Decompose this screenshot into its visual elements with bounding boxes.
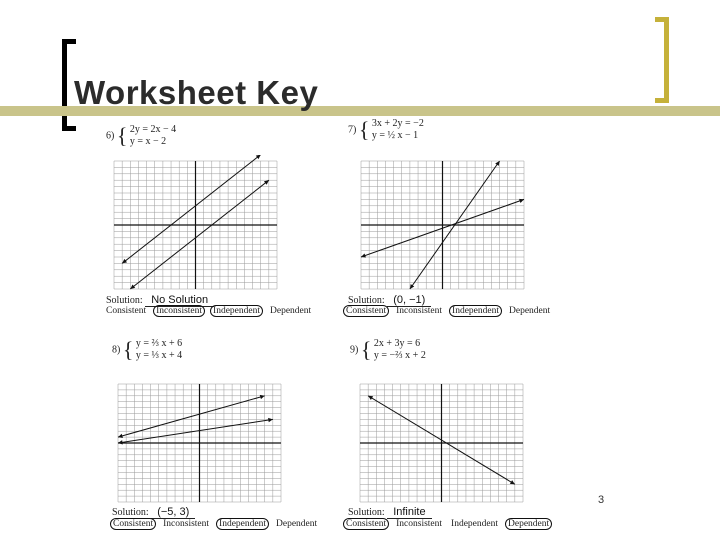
arrowhead-icon [118, 440, 123, 444]
choice-consistent: Consistent [343, 518, 389, 530]
graph-8 [112, 378, 287, 508]
choice-consistent: Consistent [106, 306, 147, 316]
arrowhead-icon [361, 253, 366, 257]
problem-7-system [348, 118, 424, 142]
choice-consistent: Consistent [110, 518, 156, 530]
arrowhead-icon [495, 161, 499, 166]
problem-8-system [112, 338, 182, 362]
graph-line [130, 180, 269, 289]
equation-2: y = −⅔ x + 2 [373, 350, 426, 361]
choice-inconsistent: Inconsistent [153, 305, 205, 317]
page-number: 3 [598, 494, 605, 506]
problem-7-choices [343, 305, 557, 317]
brace-icon: { [116, 123, 128, 148]
equation-1: 3x + 2y = −2 [371, 118, 424, 129]
choice-inconsistent: Inconsistent [163, 519, 210, 529]
graph-7-svg [355, 155, 530, 295]
equation-2: y = ½ x − 1 [371, 130, 419, 141]
arrowhead-icon [519, 199, 524, 203]
solution-label: Solution: [348, 507, 385, 518]
brace-icon: { [360, 337, 372, 362]
problem-number: 7) [348, 124, 357, 136]
arrowhead-icon [410, 284, 414, 289]
choice-independent: Independent [449, 305, 502, 317]
page-title: Worksheet Key [74, 74, 319, 111]
equation-1: 2y = 2x − 4 [129, 124, 177, 135]
graph-9 [354, 378, 529, 508]
problem-number: 9) [350, 344, 359, 356]
equation-1: 2x + 3y = 6 [373, 338, 421, 349]
choice-inconsistent: Inconsistent [396, 519, 443, 529]
choice-dependent: Dependent [270, 306, 312, 316]
problem-9-system [350, 338, 426, 362]
arrowhead-icon [268, 418, 273, 422]
problem-6-system [106, 124, 176, 148]
problem-8-choices [110, 518, 324, 530]
choice-independent: Independent [210, 305, 263, 317]
graph-9-svg [354, 378, 529, 508]
graph-line [122, 155, 261, 263]
problem-8-solution [112, 506, 195, 518]
choice-independent: Independent [451, 519, 498, 529]
brace-icon: { [122, 337, 134, 362]
answer: Infinite [387, 506, 431, 519]
answer: No Solution [145, 294, 214, 307]
equation-2: y = x − 2 [129, 136, 167, 147]
choice-dependent: Dependent [505, 518, 552, 530]
choice-dependent: Dependent [509, 306, 551, 316]
bracket-right [655, 17, 669, 103]
problem-number: 6) [106, 130, 115, 142]
choice-dependent: Dependent [276, 519, 318, 529]
solution-label: Solution: [106, 295, 143, 306]
answer: (0, −1) [387, 294, 431, 307]
brace-icon: { [358, 117, 370, 142]
graph-8-svg [112, 378, 287, 508]
problem-9-choices [343, 518, 557, 530]
answer: (−5, 3) [151, 506, 195, 519]
graph-6-svg [108, 155, 283, 295]
graph-6 [108, 155, 283, 295]
problem-number: 8) [112, 344, 121, 356]
equation-2: y = ⅓ x + 4 [135, 350, 183, 361]
problem-9-solution [348, 506, 432, 518]
solution-label: Solution: [112, 507, 149, 518]
problem-6-choices [104, 305, 318, 317]
graph-7 [355, 155, 530, 295]
choice-inconsistent: Inconsistent [396, 306, 443, 316]
choice-independent: Independent [216, 518, 269, 530]
solution-label: Solution: [348, 295, 385, 306]
equation-1: y = ⅔ x + 6 [135, 338, 183, 349]
choice-consistent: Consistent [343, 305, 389, 317]
